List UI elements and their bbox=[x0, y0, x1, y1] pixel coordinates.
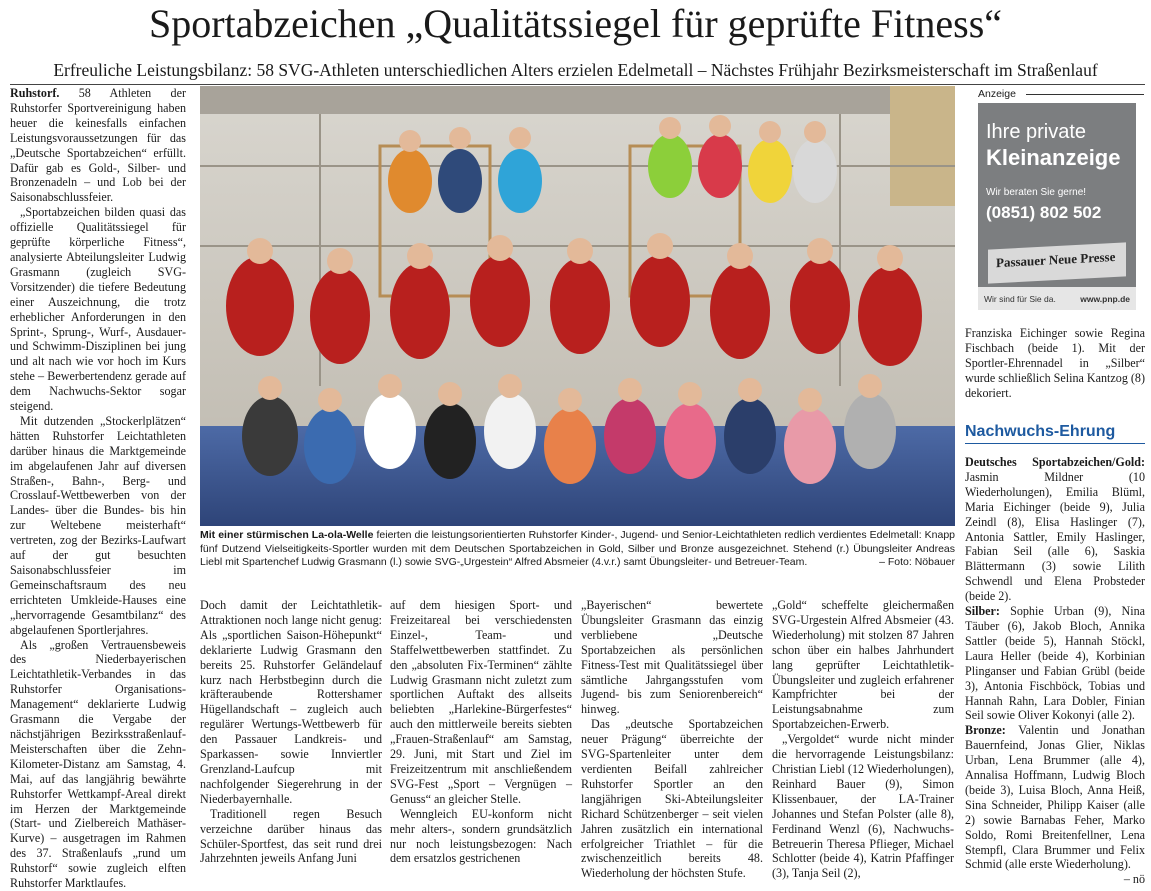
paragraph: „Vergoldet“ wurde nicht minder die hervorragende Leistungsbilanz: Christian Liebl (12 Wiederholungen), Reinhard Bauer (9), Simon Klissenbauer, der LA-Trainer Johannes und Stefan Polster (alle 8), Ferdinand Wenzl (6), Nachwuchs-Betreuerin Theresa Pflieger, Michael Schlotter (beide 4), Katrin Pfaffinger (3), Tanja Seil (2), bbox=[772, 732, 954, 881]
ad-phone: (0851) 802 502 bbox=[986, 203, 1102, 222]
ad-url: www.pnp.de bbox=[1080, 294, 1130, 304]
paragraph: Wenngleich EU-konform nicht mehr alters-, sondern grundsätzlich nur noch leistungsbezogen: Nach dem ersatzlos gestrichenen bbox=[390, 806, 572, 866]
team-photo-illustration bbox=[200, 86, 955, 526]
paragraph: 58 Athleten der Ruhstorfer Sportvereinigung haben heuer die keinesfalls einfachen Leistungsvoraussetzungen für das „Deutsche Sportabzeichen“ erfüllt. Dafür gab es Gold-, Silber- und Bronzenadeln – und Lob bei der Saisonabschlussfeier. bbox=[10, 86, 186, 205]
newspaper-icon bbox=[988, 242, 1126, 283]
header-rule bbox=[10, 84, 1145, 85]
paragraph: Als „großen Vertrauensbeweis des Niederbayerischen Leichtathletik-Verbandes in das Ruhstorfer Organisations-Management“ deklarierte Ludwig Grasmann die Vergabe der nächstjährigen Bezirksstraßenlauf-Meisterschaften über die Zehn-Kilometer-Distanz am Samstag, 4. Mai, auf das langjährig bewährte Ruhstorfer Wettkampf-Areal direkt im Herzen der Marktgemeinde (Start- und Zielbereich Mathäser-Kurve) – ausgetragen im Rahmen des 37. Straßenlaufs „rund um Ruhstorf“ sowie zugleich elften Ruhstorfer Marktlaufes. bbox=[10, 637, 186, 891]
ad-line-2: Kleinanzeige bbox=[986, 145, 1121, 170]
paragraph: Franziska Eichinger sowie Regina Fischbach (beide 1). Mit der Sportler-Ehrennadel in „Silber“ wurde schließlich Selina Kantzog (8) dekoriert. bbox=[965, 326, 1146, 400]
article-column-4 bbox=[581, 598, 763, 881]
article-column-6-list bbox=[965, 455, 1145, 887]
article-column-6-top bbox=[965, 326, 1145, 416]
paragraph: „Gold“ scheffelte gleichermaßen SVG-Urgestein Alfred Absmeier (43. Wiederholung) mit stolzen 87 Jahren schon über ein halbes Jahrhundert lang geprüfter Leichtathletik-Übungsleiter und zugleich erfahrener Kampfrichter bei der Leistungsabnahme zum Sportabzeichen-Erwerb. bbox=[772, 598, 954, 732]
paragraph: auf dem hiesigen Sport- und Freizeitareal bei verschiedensten Einzel-, Team- und Staffelwettbewerben stattfindet. Zu den „absoluten Fix-Terminen“ zählte Ludwig Grasmann nicht zuletzt zum sportlichen Auftakt des allseits beliebten „Harlekine-Bürgerfestes“ auch den mittlerweile bereits siebten „Frauen-Straßenlauf“ am Samstag, 29. Juni, mit Start und Ziel im Freizeitzentrum mit anschließendem SVG-Fest „Sport – Vergnügen – Genuss“ an gleicher Stelle. bbox=[390, 598, 572, 806]
article-column-2 bbox=[200, 598, 382, 876]
award-gold-label: Deutsches Sportabzeichen/Gold: bbox=[965, 455, 1145, 469]
award-silver-list: Sophie Urban (9), Nina Täuber (6), Jakob Bloch, Annika Sattler (beide 5), Hannah Stöckl, Laura Heller (beide 4), Korbinian Plinganser und Fabian Grübl (beide 3), Antonia Fischböck, Tobias und Hannah Rahn, Lara Dobler, Finian Seil sowie Oliver Kokonyi (alle 2). bbox=[965, 604, 1145, 723]
paragraph: Das „deutsche Sportabzeichen neuer Prägung“ überreichte der SVG-Spartenleiter unter dem verdienten Beifall zahlreicher Ruhstorfer Sportler an den langjährigen Ski-Abteilungsleiter Richard Schützenberger – seit vielen Jahren zusätzlich ein international erfolgreicher Triathlet – für die zwischenzeitlich bereits 48. Wiederholung der höchsten Stufe. bbox=[581, 717, 763, 881]
paragraph: „Sportabzeichen bilden quasi das offizielle Qualitätssiegel für geprüfte körperliche Fitness“, analysierte Abteilungsleiter Ludwig Grasmann (zugleich SVG-Vorsitzender) die tiefere Bedeutung einer Auszeichnung, die trotz erheblicher Anforderungen in den Sprint-, Sprung-, Wurf-, Ausdauer- und Schwimm-Disziplinen bei jung und alt nach wie vor hoch im Kurs stehe – Bewerbertendenz gerade auf dem Nachwuchs-Sektor sogar steigend. bbox=[10, 205, 186, 414]
ad-line-3: Wir beraten Sie gerne! bbox=[986, 187, 1087, 198]
article-column-5 bbox=[772, 598, 954, 881]
ad-footer bbox=[978, 287, 1136, 310]
award-silver-label: Silber: bbox=[965, 604, 1000, 619]
team-photo bbox=[200, 86, 955, 526]
ad-label-rule bbox=[1026, 94, 1144, 95]
article-column-3 bbox=[390, 598, 572, 876]
article-headline: Sportabzeichen „Qualitätssiegel für geprüfte Fitness“ bbox=[148, 1, 1003, 46]
article-subheadline: Erfreuliche Leistungsbilanz: 58 SVG-Athleten unterschiedlichen Alters erzielen Edelmetall – Nächstes Frühjahr Bezirksmeisterschaft im Straßenlauf bbox=[53, 60, 1098, 80]
ad-label bbox=[978, 87, 1146, 101]
article-column-1 bbox=[10, 86, 186, 891]
award-gold-list: Jasmin Mildner (10 Wiederholungen), Emilia Blüml, Maria Eichinger (beide 9), Julia Zeindl (8), Elisa Haslinger (7), Antonia Sattler, Emily Haslinger, Fabian Seil (alle 6), Saskia Blättermann (3) sowie Lilith Schwendl und Elena Probsteder (beide 2). bbox=[965, 469, 1145, 604]
paragraph: Doch damit der Leichtathletik-Attraktionen noch lange nicht genug: Als „sportlichen Saison-Höhepunkt“ deklarierte Ludwig Grasmann den bereits 25. Ruhstorfer Geländelauf kurz nach Herbstbeginn durch die kräfteraubende Rottershamer Hügellandschaft – zugleich auch regulärer Wertungs-Wettbewerb für den Passauer Landkreis- und Sparkassen- sowie Innviertler Grenzland-Laufcup mit nachfolgender Siegerehrung in der Niederbayernhalle. bbox=[200, 598, 382, 806]
section-heading-text: Nachwuchs-Ehrung bbox=[965, 423, 1116, 440]
paragraph: Mit dutzenden „Stockerlplätzen“ hätten Ruhstorfer Leichtathleten darüber hinaus die Marktgemeinde im abgelaufenen Jahr auf diversen Straßen-, Bahn-, Berg- und Crosslauf-Wettbewerben von der Landes- über die Bundes- bis hin zur Weltebene meisterhaft“ vertreten, zog der Bezirks-Laufwart auf der gut besuchten Saisonabschlussfeier im Gemeinschaftsraum des neu errichteten Umkleide-Hauses eine „hervorragende Gesamtbilanz“ des abgelaufenen Sportlerjahres. bbox=[10, 413, 186, 637]
dateline: Ruhstorf. bbox=[10, 86, 60, 100]
classified-ad[interactable] bbox=[978, 103, 1136, 310]
photo-caption bbox=[200, 529, 955, 585]
ad-label-text: Anzeige bbox=[978, 88, 1016, 100]
section-heading bbox=[965, 422, 1145, 444]
photo-credit: – Foto: Nöbauer bbox=[879, 556, 955, 569]
paragraph: Traditionell regen Besuch verzeichne darüber hinaus das Schüler-Sportfest, das seit rund drei Jahrzehnten jeweils Anfang Juni bbox=[200, 806, 382, 866]
caption-lead: Mit einer stürmischen La-ola-Welle bbox=[200, 529, 374, 541]
newspaper-title: Passauer Neue Presse bbox=[996, 248, 1116, 271]
paragraph: „Bayerischen“ bewertete Übungsleiter Grasmann das einzig verbliebene „Deutsche Sportabzeichen als persönlichen Fitness-Test mit Qualitätssiegel über sämtliche Jahrgangsstufen vom Jugend- bis zum Seniorenbereich“ hinweg. bbox=[581, 598, 763, 717]
section-heading-rule bbox=[965, 443, 1145, 444]
ad-line-1: Ihre private bbox=[986, 121, 1087, 143]
author-sign: – nö bbox=[1123, 872, 1145, 887]
caption-text: feierten die leistungsorientierten Ruhstorfer Kinder-, Jugend- und Senior-Leichtathleten redlich verdientes Edelmetall: Knapp fünf Dutzend Vielseitigkeits-Sportler wurden mit dem Deutschen Sportabzeichen in Gold, Silber und Bronze ausgezeichnet. Stehend (r.) Übungsleiter Andreas Liebl mit Spartenchef Ludwig Grasmann (l.) sowie SVG-„Urgestein“ Alfred Absmeier (4.v.r.) samt Übungsleiter- und Betreuer-Team. bbox=[200, 529, 955, 569]
award-bronze-label: Bronze: bbox=[965, 723, 1006, 738]
award-bronze-list: Valentin und Jonathan Bauernfeind, Jonas Glier, Niklas Urban, Lena Brummer (alle 4), Annalisa Hoffmann, Ludwig Bloch (beide 3), Luisa Bloch, Anna Heiß, Sina Schneider, Philipp Kaiser (alle 2) sowie Barnabas Feher, Marko Soldo, Romi Breitenfellner, Lena Stempfl, Clara Brummer und Felix Schmid (alle erste Wiederholung). bbox=[965, 723, 1145, 872]
ad-slogan: Wir sind für Sie da. bbox=[984, 294, 1056, 304]
